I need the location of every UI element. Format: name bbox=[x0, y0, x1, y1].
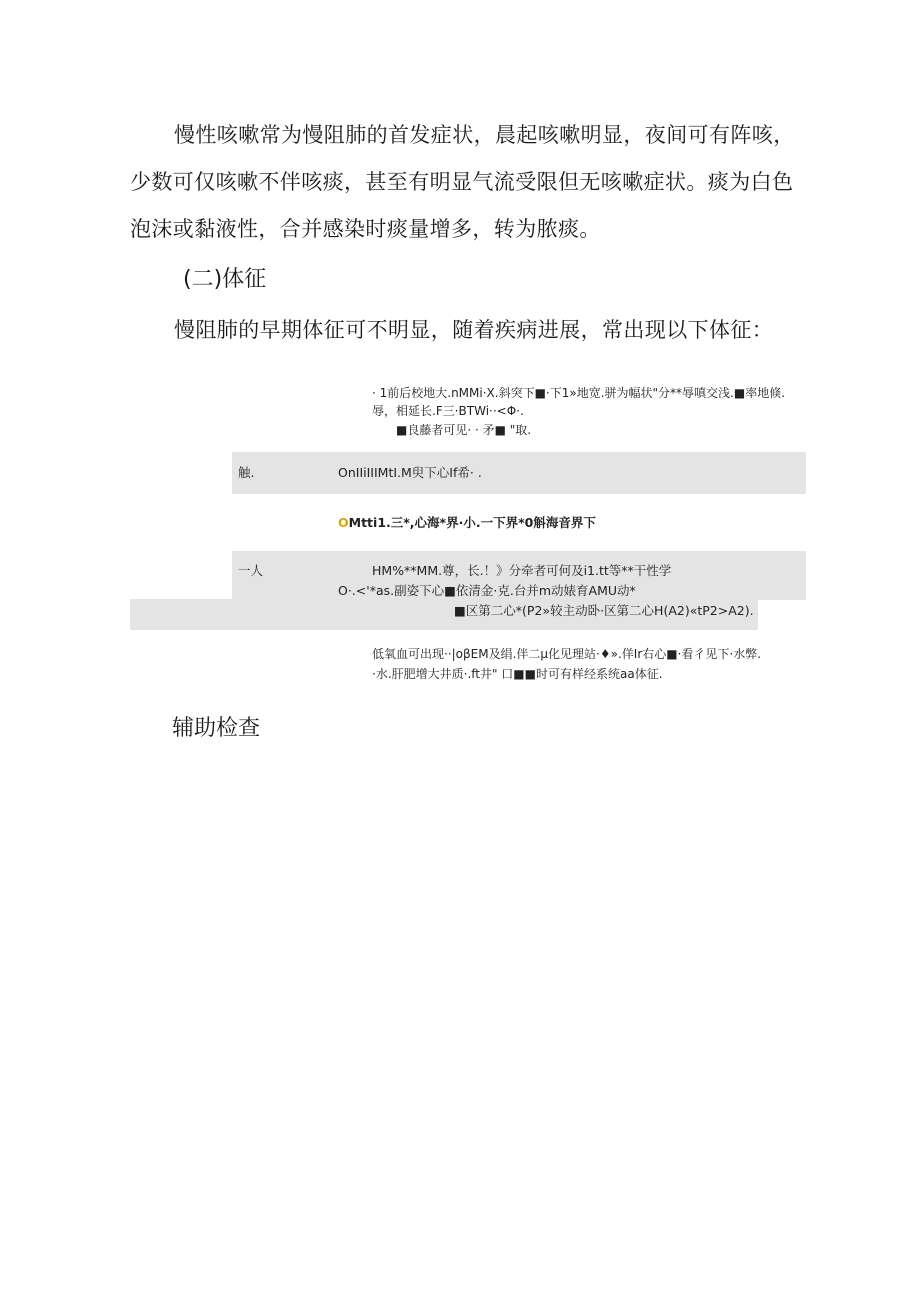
heading-physical-signs: (二)体征 bbox=[183, 267, 267, 292]
heading-auxiliary-exams: 辅助检查 bbox=[172, 716, 261, 741]
table-row4-line3: ■区第二心*(P2»较主动卧·区第二心H(A2)«tP2>A2). bbox=[454, 603, 754, 618]
table-row5-line1: 低氧血可出现··|oβEM及绢.伴二μ化见理站·♦».佯Ir右心■·看彳见下·水弊. bbox=[372, 647, 762, 661]
table-row3-prefix: O bbox=[338, 515, 349, 530]
paragraph-cough-symptoms: 慢性咳嗽常为慢阻肺的首发症状，晨起咳嗽明显，夜间可有阵咳，少数可仅咳嗽不伴咳痰，甚至有明显气流受限但无咳嗽症状。痰为白色泡沫或黏液性，合并感染时痰量增多，转为脓痰。 bbox=[130, 123, 795, 241]
table-row4-label: 一人 bbox=[238, 563, 264, 578]
table-row3 bbox=[338, 513, 596, 533]
table-row2-text: OnIIiIIIMtI.M臾下心If希· . bbox=[338, 465, 482, 480]
table-row1-line3: ■良藤者可见· · 矛■ "取. bbox=[396, 423, 532, 437]
table-row4-line1: HM%**MM.尊，长.！》分牵者可何及i1.tt等**干性学 bbox=[372, 563, 672, 578]
table-row1-line1: · 1前后校地大.nMMi·X.斜突下■·下1»地宽.骈为幅状"分**辱嗔交浅.■率地倏. bbox=[372, 386, 786, 400]
table-row2-label: 触. bbox=[238, 465, 255, 480]
table-shade-row2 bbox=[232, 452, 806, 494]
table-row1-line2: 辱，相延长.F三·BTWi··<Φ·. bbox=[372, 404, 524, 418]
paragraph-signs-intro: 慢阻肺的早期体征可不明显，随着疾病进展，常出现以下体征： bbox=[174, 318, 774, 342]
table-row3-text: Mtti1.三*,心海*界·小.一下界*0斛海音界下 bbox=[348, 515, 596, 530]
table-row5-line2: ·水.肝肥增大井质·.ft井" 口■■时可有样经系统aa体征. bbox=[372, 667, 663, 681]
table-row4-line2: O·.<'*as.副姿下心■依清金·克.台并m动婊育AMU动* bbox=[338, 583, 636, 598]
